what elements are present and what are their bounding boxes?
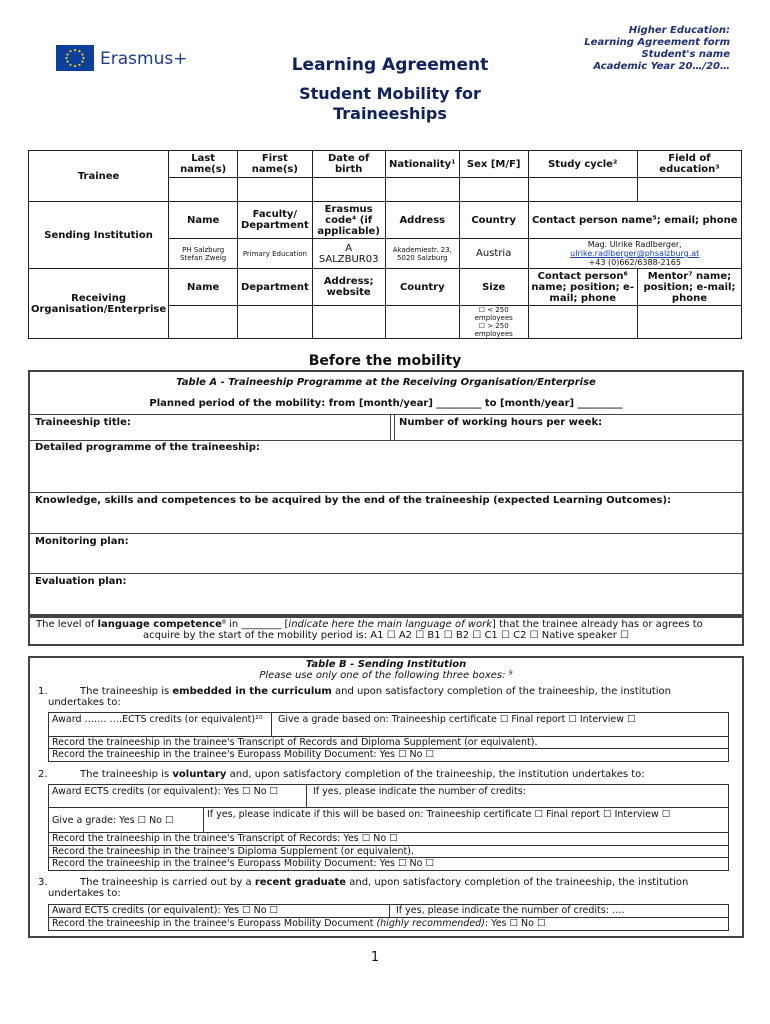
divider [30, 533, 742, 534]
opt-text: and, upon satisfactory completion of the traineeship, the institution undertakes to: [226, 769, 645, 780]
evaluation-plan-label: Evaluation plan: [35, 576, 127, 587]
o2-give-grade[interactable]: Give a grade: Yes ☐ No ☐ [48, 807, 204, 833]
sending-col-address: Address [385, 202, 459, 239]
opt-bold: embedded in the curriculum [172, 686, 332, 697]
col-last-name: Last name(s) [169, 151, 238, 178]
before-mobility-heading: Before the mobility [308, 353, 462, 369]
eu-stars-icon [56, 45, 94, 71]
o2-credits-number[interactable]: If yes, please indicate the number of credits: [306, 784, 729, 808]
receiving-name-cell[interactable] [169, 306, 238, 339]
sending-faculty-value: Primary Education [238, 239, 312, 269]
sending-col-contact: Contact person name⁵; email; phone [528, 202, 742, 239]
opt-text: The traineeship is [80, 769, 173, 780]
o1-europass-record[interactable]: Record the traineeship in the trainee's Europass Mobility Document: Yes ☐ No ☐ [48, 748, 729, 762]
divider [30, 414, 742, 415]
corner-line: Academic Year 20…/20… [593, 61, 730, 72]
sending-contact-value [528, 239, 742, 269]
lang-italic: indicate here the main language of work [288, 619, 492, 630]
option1-undertakes: undertakes to: [48, 697, 121, 708]
o3-text: : Yes ☐ No ☐ [484, 918, 546, 929]
lang-text: The level of [36, 619, 98, 630]
opt-text: The traineeship is [80, 686, 173, 697]
receiving-col-department: Department [238, 269, 312, 306]
divider [30, 573, 742, 574]
opt-bold: recent graduate [254, 877, 347, 888]
sending-country-value: Austria [459, 239, 528, 269]
option3-text [80, 877, 740, 889]
receiving-department-cell[interactable] [238, 306, 312, 339]
lang-text: ] that the trainee already has or agrees to [491, 619, 703, 630]
receiving-size-cell [459, 306, 528, 339]
page-number: 1 [370, 950, 380, 965]
col-sex: Sex [M/F] [459, 151, 528, 178]
trainee-nationality-cell[interactable] [385, 178, 459, 202]
receiving-col-contact: Contact person⁶ name; position; e-mail; phone [528, 269, 637, 306]
trainee-label: Trainee [29, 151, 169, 202]
receiving-contact-cell[interactable] [528, 306, 637, 339]
table-b-subtitle: Please use only one of the following three boxes: ⁹ [259, 670, 513, 681]
option3-undertakes: undertakes to: [48, 888, 121, 899]
sending-col-faculty: Faculty/ Department [238, 202, 312, 239]
opt-bold: voluntary [172, 769, 227, 780]
receiving-label: Receiving Organisation/Enterprise [29, 269, 169, 339]
knowledge-skills-label: Knowledge, skills and competences to be acquired by the end of the traineeship (expected Learning Outcomes): [35, 495, 672, 506]
monitoring-plan-label: Monitoring plan: [35, 536, 129, 547]
col-nationality: Nationality¹ [385, 151, 459, 178]
option2-number: 2. [38, 769, 48, 780]
col-first-name: First name(s) [238, 151, 312, 178]
planned-period: Planned period of the mobility: from [month/year] _________ to [month/year] _________ [149, 398, 623, 409]
contact-phone: +43 (0)662/6388-2165 [588, 258, 681, 267]
o3-italic: (highly recommended) [376, 918, 485, 929]
sending-col-country: Country [459, 202, 528, 239]
o2-diploma-record[interactable]: Record the traineeship in the trainee's Diploma Supplement (or equivalent). [48, 845, 729, 858]
lang-bold: language competence [97, 619, 222, 630]
corner-line: Learning Agreement form [584, 37, 730, 48]
divider [390, 414, 395, 440]
o3-award-ects[interactable]: Award ECTS credits (or equivalent): Yes ☐ No ☐ [48, 904, 390, 918]
col-field-of-education: Field of education³ [637, 151, 741, 178]
working-hours-label: Number of working hours per week: [399, 417, 603, 428]
sending-col-name: Name [169, 202, 238, 239]
receiving-col-size: Size [459, 269, 528, 306]
trainee-sex-cell[interactable] [459, 178, 528, 202]
receiving-col-address: Address; website [312, 269, 385, 306]
receiving-mentor-cell[interactable] [637, 306, 741, 339]
o2-grade-basis[interactable]: If yes, please indicate if this will be based on: Traineeship certificate ☐ Final report ☐ Interview ☐ [203, 807, 729, 833]
col-date-of-birth: Date of birth [312, 151, 385, 178]
trainee-last-name-cell[interactable] [169, 178, 238, 202]
lang-text: ⁸ in ________ [ [221, 619, 289, 630]
receiving-col-name: Name [169, 269, 238, 306]
sending-label: Sending Institution [29, 202, 169, 269]
option2-text [80, 769, 740, 781]
o3-credits-number[interactable]: If yes, please indicate the number of credits: …. [389, 904, 729, 918]
o1-grade-basis[interactable]: Give a grade based on: Traineeship certificate ☐ Final report ☐ Interview ☐ [271, 712, 729, 737]
language-level-options[interactable]: acquire by the start of the mobility period is: A1 ☐ A2 ☐ B1 ☐ B2 ☐ C1 ☐ C2 ☐ Native speaker ☐ [142, 630, 630, 641]
option1-number: 1. [38, 686, 48, 697]
receiving-country-cell[interactable] [385, 306, 459, 339]
parties-table [28, 150, 742, 339]
contact-name: Mag. Ulrike Radlberger, [587, 240, 682, 249]
sending-code-value: A SALZBUR03 [312, 239, 385, 269]
trainee-field-cell[interactable] [637, 178, 741, 202]
detailed-programme-label: Detailed programme of the traineeship: [35, 442, 260, 453]
receiving-address-cell[interactable] [312, 306, 385, 339]
header-corner-info [540, 25, 730, 73]
page-title: Learning Agreement [291, 55, 489, 75]
o2-award-ects[interactable]: Award ECTS credits (or equivalent): Yes ☐ No ☐ [48, 784, 307, 808]
opt-text: and upon satisfactory completion of the traineeship, the institution [331, 686, 671, 697]
eu-flag-icon [56, 45, 94, 71]
size-under-250-checkbox[interactable]: ☐ < 250 employees [474, 306, 513, 322]
receiving-col-country: Country [385, 269, 459, 306]
o2-europass-record[interactable]: Record the traineeship in the trainee's Europass Mobility Document: Yes ☐ No ☐ [48, 857, 729, 871]
corner-line: Higher Education: [628, 25, 730, 36]
erasmus-logo-text: Erasmus+ [100, 49, 188, 69]
divider [30, 440, 742, 441]
table-a-title: Table A - Traineeship Programme at the Receiving Organisation/Enterprise [176, 377, 596, 388]
opt-text: The traineeship is carried out by a [80, 877, 255, 888]
page-subtitle: Student Mobility for Traineeships [299, 84, 481, 123]
sending-col-erasmus-code: Erasmus code⁴ (if applicable) [312, 202, 385, 239]
option1-text [80, 686, 740, 698]
receiving-col-mentor: Mentor⁷ name; position; e-mail; phone [637, 269, 741, 306]
o2-transcript-record[interactable]: Record the traineeship in the trainee's Transcript of Records: Yes ☐ No ☐ [48, 832, 729, 846]
divider [30, 492, 742, 493]
contact-email-link[interactable]: ulrike.radlberger@phsalzburg.at [570, 249, 700, 258]
opt-text: and, upon satisfactory completion of the traineeship, the institution [346, 877, 689, 888]
o3-europass-record[interactable] [48, 917, 729, 931]
table-b-title: Table B - Sending Institution [305, 659, 467, 670]
corner-line: Student's name [641, 49, 730, 60]
size-over-250-checkbox[interactable]: ☐ > 250 employees [474, 322, 513, 338]
col-study-cycle: Study cycle² [528, 151, 637, 178]
sending-name-value: PH Salzburg Stefan Zweig [169, 239, 238, 269]
o1-award-ects[interactable]: Award ……. ….ECTS credits (or equivalent)¹⁰ [48, 712, 272, 737]
trainee-first-name-cell[interactable] [238, 178, 312, 202]
trainee-dob-cell[interactable] [312, 178, 385, 202]
traineeship-title-label: Traineeship title: [35, 417, 131, 428]
o1-transcript-record[interactable]: Record the traineeship in the trainee's Transcript of Records and Diploma Supplement (or equivalent). [48, 736, 729, 749]
o3-text: Record the traineeship in the trainee's Europass Mobility Document [52, 918, 377, 929]
trainee-study-cycle-cell[interactable] [528, 178, 637, 202]
option3-number: 3. [38, 877, 48, 888]
sending-address-value: Akademiestr. 23, 5020 Salzburg [385, 239, 459, 269]
